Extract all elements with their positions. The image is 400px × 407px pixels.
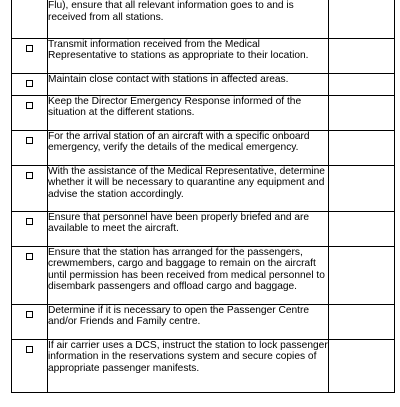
checklist-row	[12, 95, 395, 130]
checkbox-cell	[12, 130, 48, 165]
checkbox[interactable]	[26, 80, 33, 87]
notes-cell	[329, 165, 395, 211]
notes-cell	[329, 95, 395, 130]
notes-cell	[329, 304, 395, 339]
notes-cell	[329, 38, 395, 73]
checkbox[interactable]	[26, 137, 33, 144]
instruction-text: Transmit information received from the Medical Representative to stations as appropriate to their location.	[48, 38, 329, 73]
checklist-page	[11, 0, 391, 407]
checklist-row	[12, 38, 395, 73]
checkbox[interactable]	[26, 102, 33, 109]
checklist-row	[12, 339, 395, 392]
checkbox-cell	[12, 73, 48, 95]
checkbox[interactable]	[26, 311, 33, 318]
instruction-text: For the arrival station of an aircraft with a specific onboard emergency, verify the details of the medical emergency.	[48, 130, 329, 165]
checkbox-cell	[12, 304, 48, 339]
checkbox-cell	[12, 165, 48, 211]
instruction-text: Ensure that personnel have been properly briefed and are available to meet the aircraft.	[48, 211, 329, 246]
checklist-row	[12, 73, 395, 95]
checkbox-cell	[12, 211, 48, 246]
checkbox[interactable]	[26, 253, 33, 260]
checkbox[interactable]	[26, 346, 33, 353]
checkbox-cell	[12, 0, 48, 38]
instruction-text: Determine if it is necessary to open the Passenger Centre and/or Friends and Family centre.	[48, 304, 329, 339]
notes-cell	[329, 211, 395, 246]
checkbox[interactable]	[26, 45, 33, 52]
checklist-row	[12, 165, 395, 211]
checkbox-cell	[12, 339, 48, 392]
checklist-row	[12, 0, 395, 38]
notes-cell	[329, 246, 395, 304]
instruction-text: If air carrier uses a DCS, instruct the station to lock passenger information in the reservations system and secure copies of appropriate passenger manifests.	[48, 339, 329, 392]
checkbox-cell	[12, 246, 48, 304]
instruction-text: Keep the Director Emergency Response informed of the situation at the different stations.	[48, 95, 329, 130]
checklist-row	[12, 304, 395, 339]
notes-cell	[329, 130, 395, 165]
checklist-table	[11, 0, 395, 393]
notes-cell	[329, 73, 395, 95]
instruction-text: Flu), ensure that all relevant information goes to and is received from all stations.	[48, 0, 329, 38]
instruction-text: Maintain close contact with stations in affected areas.	[48, 73, 329, 95]
checklist-row	[12, 130, 395, 165]
checkbox[interactable]	[26, 218, 33, 225]
checkbox-cell	[12, 95, 48, 130]
notes-cell	[329, 0, 395, 38]
checkbox-cell	[12, 38, 48, 73]
checklist-row	[12, 211, 395, 246]
instruction-text: With the assistance of the Medical Representative, determine whether it will be necessary to quarantine any equipment and advise the station accordingly.	[48, 165, 329, 211]
checklist-row	[12, 246, 395, 304]
instruction-text: Ensure that the station has arranged for the passengers, crewmembers, cargo and baggage to remain on the aircraft until permission has been received from medical personnel to disembark passengers and offload cargo and baggage.	[48, 246, 329, 304]
checkbox[interactable]	[26, 172, 33, 179]
notes-cell	[329, 339, 395, 392]
